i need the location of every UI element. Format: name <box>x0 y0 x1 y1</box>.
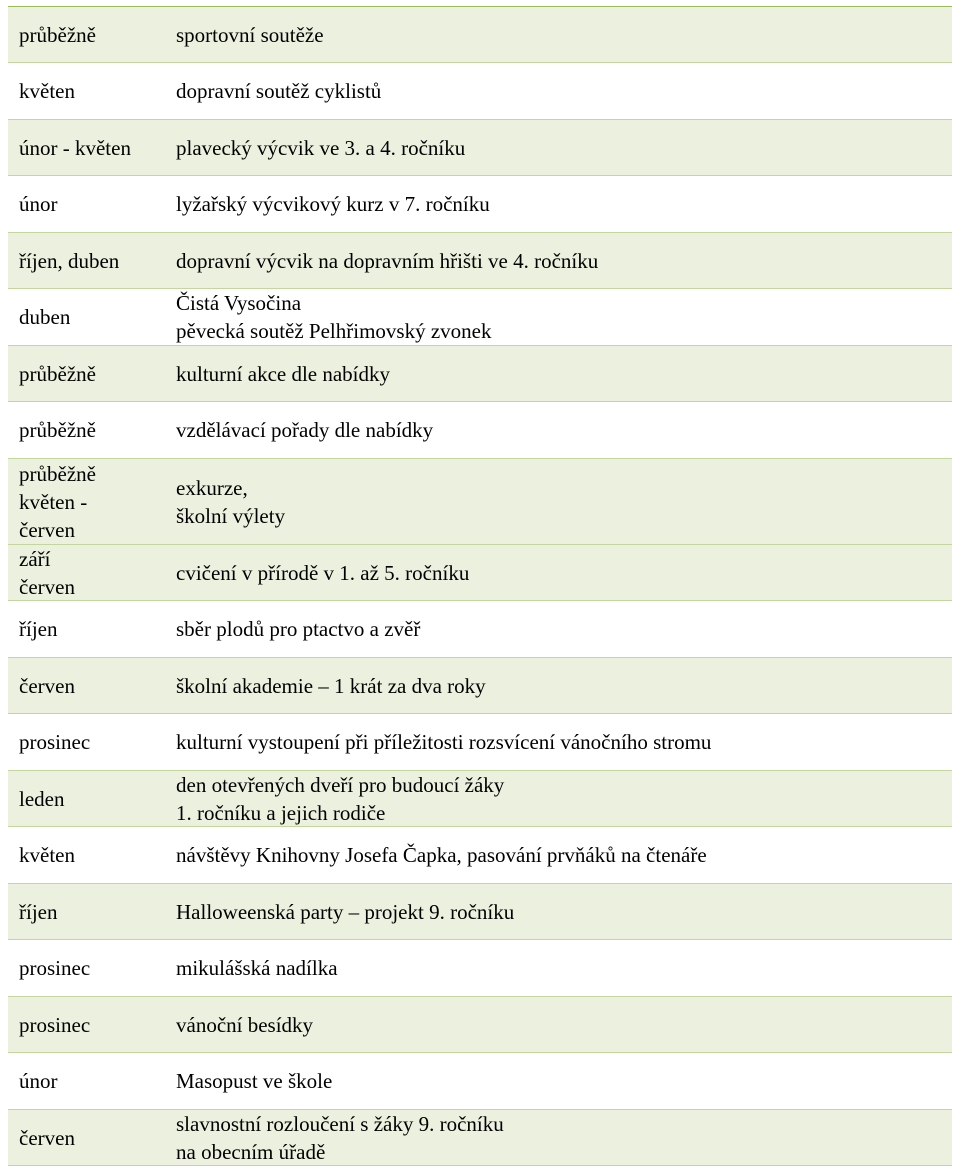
event-text: cvičení v přírodě v 1. až 5. ročníku <box>176 560 470 585</box>
date-text: říjen <box>19 899 58 924</box>
table-row <box>8 545 952 601</box>
date-cell <box>8 954 166 982</box>
date-text: průběžně <box>19 418 96 442</box>
date-cell <box>8 545 166 601</box>
event-text: školní výlety <box>176 503 286 528</box>
table-row <box>8 1053 952 1110</box>
event-cell <box>166 360 952 388</box>
table-row <box>8 997 952 1053</box>
table-row <box>8 176 952 233</box>
table-row <box>8 459 952 545</box>
event-cell <box>166 672 952 700</box>
date-cell <box>8 247 166 275</box>
date-cell <box>8 21 166 49</box>
event-cell <box>166 474 952 530</box>
table-row <box>8 658 952 714</box>
date-cell <box>8 460 166 544</box>
event-text: dopravní výcvik na dopravním hřišti ve 4. ročníku <box>176 248 599 273</box>
event-cell <box>166 247 952 275</box>
event-cell <box>166 190 952 218</box>
event-cell <box>166 1011 952 1039</box>
date-cell <box>8 190 166 218</box>
date-text: červen <box>19 1125 75 1150</box>
date-cell <box>8 360 166 388</box>
event-text: kulturní vystoupení při příležitosti rozsvícení vánočního stromu <box>176 730 712 754</box>
date-text: červen <box>19 574 75 599</box>
table-row <box>8 714 952 771</box>
event-text: na obecním úřadě <box>176 1139 326 1164</box>
date-cell <box>8 1067 166 1095</box>
table-row <box>8 1110 952 1166</box>
event-text: plavecký výcvik ve 3. a 4. ročníku <box>176 135 466 160</box>
event-text: Čistá Vysočina <box>176 291 302 315</box>
event-cell <box>166 1110 952 1166</box>
date-cell <box>8 785 166 813</box>
date-cell <box>8 416 166 444</box>
event-cell <box>166 728 952 756</box>
event-cell <box>166 559 952 587</box>
date-cell <box>8 841 166 869</box>
event-text: sběr plodů pro ptactvo a zvěř <box>176 617 421 641</box>
table-row <box>8 289 952 346</box>
date-text: leden <box>19 786 65 811</box>
date-text: únor <box>19 192 58 216</box>
event-text: vánoční besídky <box>176 1012 314 1037</box>
table-row <box>8 827 952 884</box>
event-text: školní akademie – 1 krát za dva roky <box>176 673 486 698</box>
event-cell <box>166 289 952 345</box>
date-text: květen <box>19 79 75 103</box>
event-cell <box>166 898 952 926</box>
date-cell <box>8 1124 166 1152</box>
event-text: 1. ročníku a jejich rodiče <box>176 800 386 825</box>
event-text: Halloweenská party – projekt 9. ročníku <box>176 899 515 924</box>
date-text: říjen, duben <box>19 248 120 273</box>
event-cell <box>166 615 952 643</box>
event-text: exkurze, <box>176 475 248 500</box>
date-text: únor <box>19 1069 58 1093</box>
event-text: pěvecká soutěž Pelhřimovský zvonek <box>176 319 492 343</box>
date-text: únor - květen <box>19 135 131 160</box>
date-cell <box>8 1011 166 1039</box>
table-row <box>8 601 952 658</box>
event-cell <box>166 77 952 105</box>
table-row <box>8 63 952 120</box>
event-text: vzdělávací pořady dle nabídky <box>176 418 434 442</box>
table-row <box>8 771 952 827</box>
date-text: říjen <box>19 617 58 641</box>
table-row <box>8 233 952 289</box>
date-text: průběžně <box>19 361 96 386</box>
event-cell <box>166 954 952 982</box>
event-text: kulturní akce dle nabídky <box>176 361 391 386</box>
table-row <box>8 940 952 997</box>
events-table <box>8 6 952 1166</box>
date-text: průběžně <box>19 22 96 47</box>
date-cell <box>8 672 166 700</box>
date-text: duben <box>19 305 71 329</box>
table-row <box>8 346 952 402</box>
date-text: prosinec <box>19 730 91 754</box>
event-text: slavnostní rozloučení s žáky 9. ročníku <box>176 1111 504 1136</box>
event-cell <box>166 21 952 49</box>
date-cell <box>8 134 166 162</box>
event-cell <box>166 1067 952 1095</box>
event-text: dopravní soutěž cyklistů <box>176 79 382 103</box>
event-text: mikulášská nadílka <box>176 956 338 980</box>
date-text: květen <box>19 843 75 867</box>
table-row <box>8 884 952 940</box>
event-text: návštěvy Knihovny Josefa Čapka, pasování prvňáků na čtenáře <box>176 843 707 867</box>
date-cell <box>8 728 166 756</box>
event-text: Masopust ve škole <box>176 1069 333 1093</box>
date-text: září <box>19 546 51 571</box>
event-cell <box>166 416 952 444</box>
date-text: květen - <box>19 489 88 514</box>
date-text: červen <box>19 517 75 542</box>
date-cell <box>8 303 166 331</box>
date-cell <box>8 615 166 643</box>
event-text: den otevřených dveří pro budoucí žáky <box>176 772 505 797</box>
event-text: lyžařský výcvikový kurz v 7. ročníku <box>176 192 490 216</box>
date-text: průběžně <box>19 461 96 486</box>
event-text: sportovní soutěže <box>176 22 324 47</box>
table-row <box>8 7 952 63</box>
date-cell <box>8 77 166 105</box>
table-row <box>8 402 952 459</box>
date-cell <box>8 898 166 926</box>
event-cell <box>166 134 952 162</box>
date-text: prosinec <box>19 1012 91 1037</box>
event-cell <box>166 771 952 827</box>
table-row <box>8 120 952 176</box>
event-cell <box>166 841 952 869</box>
date-text: červen <box>19 673 75 698</box>
date-text: prosinec <box>19 956 91 980</box>
